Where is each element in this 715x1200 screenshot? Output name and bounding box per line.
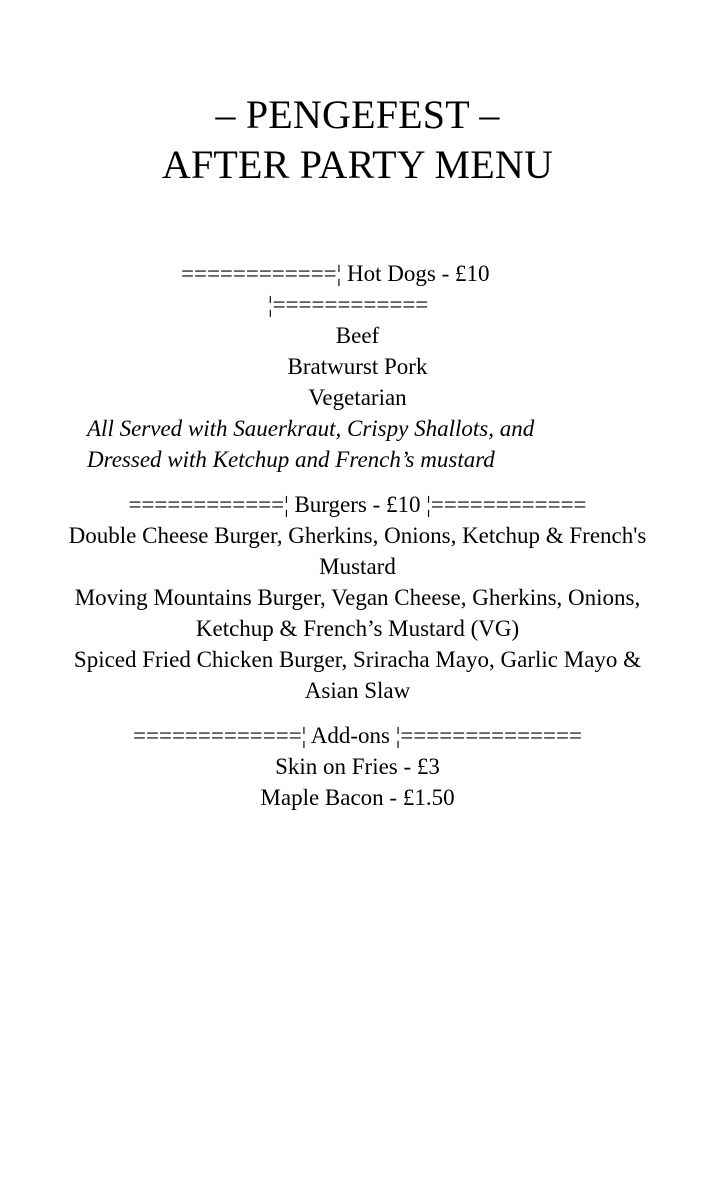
burgers-section bbox=[0, 489, 715, 706]
hot-dogs-header-line-1: ============¦ Hot Dogs - £10 bbox=[181, 261, 490, 286]
menu-title bbox=[0, 90, 715, 190]
hot-dog-item-vegetarian: Vegetarian bbox=[308, 385, 407, 410]
addons-section bbox=[0, 720, 715, 813]
burger-item-moving-mountains: Moving Mountains Burger, Vegan Cheese, Gherkins, Onions, Ketchup & French’s Mustard (VG) bbox=[74, 585, 641, 641]
hot-dogs-note-line-2: Dressed with Ketchup and French’s mustard bbox=[87, 447, 495, 472]
burger-item-fried-chicken: Spiced Fried Chicken Burger, Sriracha Mayo, Garlic Mayo & Asian Slaw bbox=[73, 647, 642, 703]
hot-dog-item-beef: Beef bbox=[335, 323, 380, 348]
menu-body bbox=[0, 258, 715, 813]
burger-item-double-cheese: Double Cheese Burger, Gherkins, Onions, Ketchup & French's Mustard bbox=[68, 523, 647, 579]
hot-dogs-note-line-1: All Served with Sauerkraut, Crispy Shallots, and bbox=[87, 416, 535, 441]
addons-header: =============¦ Add-ons ¦============== bbox=[133, 723, 582, 748]
hot-dogs-section bbox=[0, 258, 715, 475]
hot-dogs-header-line-2: ¦============ bbox=[268, 292, 429, 317]
hot-dog-item-bratwurst: Bratwurst Pork bbox=[287, 354, 428, 379]
title-line-2: AFTER PARTY MENU bbox=[161, 142, 554, 187]
burgers-header: ============¦ Burgers - £10 ¦============ bbox=[128, 492, 587, 517]
title-line-1: – PENGEFEST – bbox=[215, 92, 500, 137]
addon-item-fries: Skin on Fries - £3 bbox=[275, 754, 440, 779]
addon-item-bacon: Maple Bacon - £1.50 bbox=[260, 785, 455, 810]
